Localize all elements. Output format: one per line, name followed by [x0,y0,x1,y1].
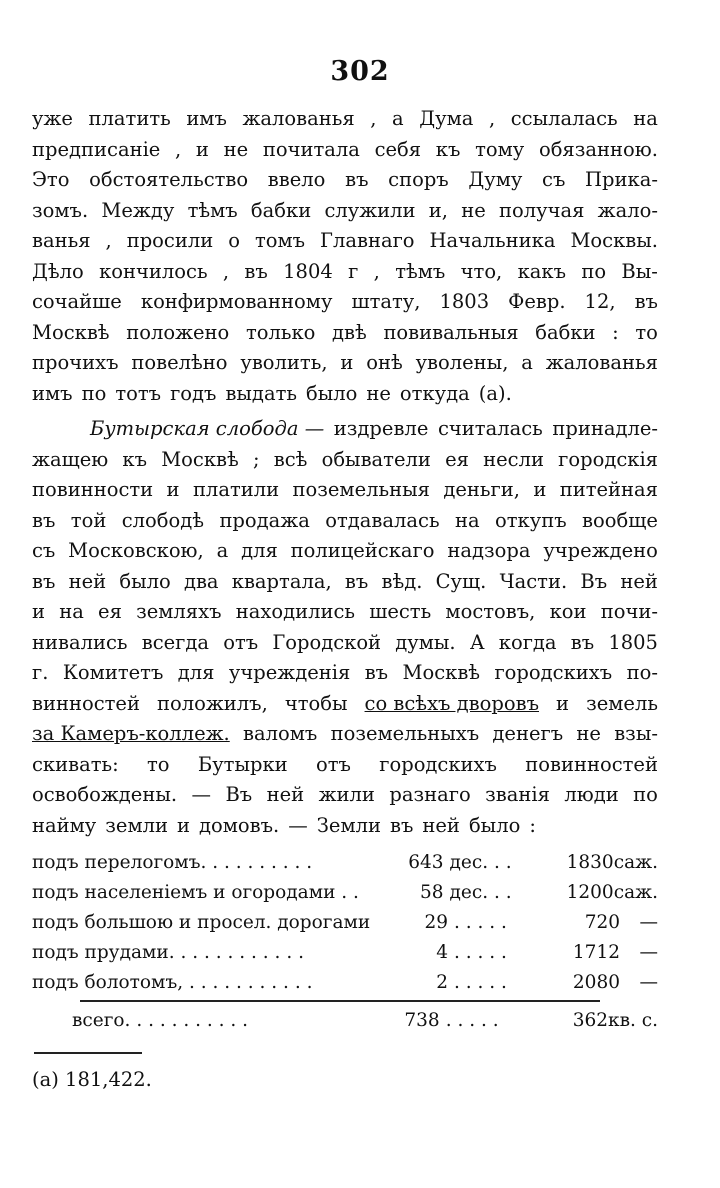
word: и, [428,198,448,222]
word: со всѣхъ дворовъ [364,691,539,715]
cell-value2: 1200 [566,882,614,903]
table-row [32,908,658,938]
cell-label: всего. . . . . . . . . . . [72,1010,249,1031]
word: тому [475,137,525,161]
word: то [147,752,170,776]
word: мостовъ, [445,600,536,623]
word: принадле- [552,417,658,440]
word: для [177,661,215,684]
cell-value1: 2 [436,972,448,993]
word: за Камеръ-коллеж. [32,722,230,745]
text-line [32,628,658,659]
word: штату, [351,290,421,313]
text-line [32,135,658,166]
word: не [576,722,601,745]
word: разнаго [389,783,471,806]
text-line [32,536,658,567]
word: предписаніе [32,137,161,161]
text-line [32,104,658,135]
word: ней [422,813,460,837]
word: почи- [600,600,658,623]
table-row [32,1006,658,1036]
page-number: 302 [330,56,390,87]
text-line [32,226,658,257]
word: ссылалась [510,107,618,130]
word: и [166,478,180,501]
word: Дума [419,107,474,130]
word: слободѣ [121,508,205,532]
word: только [245,320,316,344]
word: по [633,783,658,806]
text-line [32,658,658,689]
word: споръ [388,168,449,191]
table-row [32,968,658,998]
land-table-total [32,1006,658,1036]
text-line [32,287,658,318]
word: (а). [478,381,512,405]
word: чтобы [284,691,348,715]
word: всѣ [273,447,308,471]
word: какъ [517,259,567,283]
footnote-rule [34,1052,142,1054]
word: не [461,198,486,222]
text-line [32,379,658,410]
cell-value1: 4 [436,942,448,963]
word: Части. [499,569,568,593]
word: кончилось [99,259,208,283]
word: жалованья [545,351,658,374]
word: Это [32,168,70,191]
word: къ [435,137,461,161]
word: вѣд. [381,569,423,593]
word: въ [32,508,56,532]
word: — [288,813,308,837]
word: Начальника [429,229,556,252]
word: и [32,600,45,623]
word: , [105,229,112,252]
cell-value1: 738 [404,1010,440,1031]
word: шесть [369,600,432,623]
word: 12, [584,290,616,313]
word: для [241,539,278,562]
word: къ [122,447,148,471]
word: ввело [267,168,326,191]
word: Февр. [508,290,566,313]
cell-unit: саж. [613,882,658,903]
text-line [32,811,658,842]
word: тѣмъ [395,259,446,283]
text-line [32,719,658,750]
text-line [32,348,658,379]
word: винностей [32,691,140,715]
cell-label: подъ населеніемъ и огородами . . [32,882,359,903]
word: въ [345,168,369,191]
word: Между [101,198,175,222]
word: и [556,691,570,715]
cell-value2: 362 [572,1010,609,1031]
word: вообще [582,508,658,532]
word: по [81,381,107,405]
word: ея [445,447,469,471]
word: — [191,783,211,806]
cell-mid: дес. . . [449,852,512,873]
word: повелѣно [131,351,228,374]
word: повинности [32,478,154,501]
word: откуда [399,381,470,405]
word: прочихъ [32,351,119,374]
word: 1805 [608,630,658,654]
word: ней [620,569,658,593]
word: Москвѣ [32,320,110,344]
cell-unit: саж. [613,852,658,873]
word: Главнаго [320,229,415,252]
word: онѣ [366,351,403,374]
word: положилъ, [157,691,268,715]
word: Московскою, [68,539,204,562]
word: городскихъ [494,661,613,684]
word: когда [498,630,557,654]
word: въ [32,569,56,593]
word: въ [364,661,389,684]
word: съ [542,168,566,191]
text-line [32,597,658,628]
cell-unit: — [639,912,658,933]
word: , [370,107,377,130]
word: А [469,630,485,654]
word: откупъ [495,508,567,532]
word: было [119,569,171,593]
word: надзора [447,539,531,562]
word: и [533,478,547,501]
word: ; [252,447,260,471]
word: конфирмованному [140,290,333,313]
word: нивались [32,630,128,654]
word: на [633,107,658,130]
text-line [32,318,658,349]
word: бабки [250,198,312,222]
word: то [635,320,658,344]
word: несли [483,447,544,471]
word: сочайше [32,290,122,313]
table-total-rule [80,1000,600,1002]
word: поземельныя [292,478,430,501]
word: было [305,381,358,405]
word: бабки [535,320,596,344]
word: г [348,259,359,283]
cell-mid: . . . . . [445,1010,499,1031]
word: люди [564,783,619,806]
word: земель [586,691,658,715]
word: жили [318,783,375,806]
word: Москвѣ [161,447,239,471]
word: земляхъ [136,600,222,623]
word: ея [98,600,122,623]
word: что, [460,259,503,283]
word: Бутырки [197,752,288,776]
word: той [70,508,107,532]
word: не [223,137,249,161]
word: и [340,351,354,374]
word: Москвы. [570,229,658,252]
word: обыватели [321,447,431,471]
word: деньги, [443,478,520,501]
word: Комитетъ [62,661,164,684]
word: себя [374,137,422,161]
cell-value2: 1830 [566,852,614,873]
land-table [32,848,658,998]
text-line [32,780,658,811]
word: получая [499,198,585,222]
word: Городской [272,630,382,654]
cell-value2: 1712 [572,942,620,963]
word: 1803 [439,290,490,313]
word: домовъ. [199,813,280,837]
cell-label: подъ перелогомъ. . . . . . . . . . [32,852,313,873]
word: платить [88,107,171,130]
cell-label: подъ прудами. . . . . . . . . . . . [32,942,304,963]
cell-unit: — [639,972,658,993]
word: отъ [223,630,259,654]
word: полицейскаго [290,539,435,562]
text-line [32,506,658,537]
word: учреждено [543,539,658,562]
word: въ [570,630,595,654]
word: повинностей [525,752,658,776]
text-line [32,475,658,506]
word: , [175,137,182,161]
word: издревле [333,417,429,440]
word: отдавалась [325,508,440,532]
paragraph-2 [32,414,658,841]
word: было [468,813,521,837]
word: Бутырская слобода — [90,417,325,440]
word: учрежденія [228,661,351,684]
word: просили [126,229,214,252]
footnote: (а) 181,422. [32,1068,152,1091]
word: Дѣло [32,259,84,283]
word: : [612,320,619,344]
word: зомъ. [32,198,89,222]
word: годъ [170,381,217,405]
word: думы. [395,630,456,654]
word: городскія [558,447,658,471]
word: а [216,539,229,562]
word: находились [235,600,356,623]
text-line [32,445,658,476]
word: двѣ [332,320,367,344]
word: , [373,259,380,283]
word: почитала [262,137,360,161]
word: въ [344,569,369,593]
word: Земли [316,813,381,837]
word: валомъ [243,722,318,745]
word: не [366,381,391,405]
cell-mid: дес. . . [449,882,512,903]
word: по [581,259,607,283]
word: земли [105,813,168,837]
word: званія [485,783,550,806]
cell-value1: 58 [419,882,444,903]
table-row [32,878,658,908]
word: кои [549,600,587,623]
word: и [177,813,190,837]
word: положено [126,320,230,344]
word: уволены, [415,351,509,374]
word: , [488,107,496,130]
word: жало- [597,198,658,222]
cell-value1: 29 [424,912,448,933]
word: денегъ [492,722,564,745]
cell-unit: — [639,942,658,963]
word: отъ [315,752,351,776]
word: платили [192,478,280,501]
word: Вы- [621,259,658,283]
word: поземельныхъ [330,722,480,745]
text-line [32,165,658,196]
word: тѣмъ [187,198,238,222]
word: служили [324,198,416,222]
word: найму [32,813,97,837]
word: ванья [32,229,91,252]
text-line [32,750,658,781]
word: жащею [32,447,109,471]
word: и [195,137,209,161]
word: тотъ [115,381,162,405]
cell-mid: . . . . . [454,972,507,993]
word: обстоятельство [89,168,249,191]
word: по- [626,661,658,684]
text-line [32,414,658,445]
word: г. [32,661,49,684]
cell-label: подъ большою и просел. дорогами [32,912,371,933]
word: обязанною. [538,137,658,161]
cell-mid: . . . . . [454,912,507,933]
word: о [228,229,240,252]
word: взы- [614,722,658,745]
word: Москвѣ [402,661,481,684]
table-row [32,848,658,878]
text-line [32,196,658,227]
word: уже [32,107,73,130]
word: а [392,107,404,130]
word: на [59,600,84,623]
word: имъ [32,381,73,405]
word: всегда [141,630,210,654]
word: въ [390,813,414,837]
text-line [32,567,658,598]
word: освобождены. [32,783,178,806]
cell-unit: кв. с. [608,1010,658,1031]
word: городскихъ [379,752,497,776]
word: продажа [219,508,310,532]
text-line [32,257,658,288]
word: а [521,351,533,374]
cell-mid: . . . . . [454,942,507,963]
word: Думу [468,168,523,191]
table-row [32,938,658,968]
word: въ [634,290,658,313]
word: выдать [225,381,297,405]
word: ней [68,569,107,593]
word: , [222,259,230,283]
word: считалась [437,417,543,440]
word: 1804 [283,259,333,283]
word: уволить, [240,351,328,374]
cell-label: подъ болотомъ, . . . . . . . . . . . [32,972,313,993]
word: Сущ. [435,569,487,593]
word: квартала, [231,569,332,593]
word: два [183,569,219,593]
word: въ [244,259,268,283]
paragraph-1 [32,104,658,409]
cell-value2: 2080 [572,972,620,993]
word: повивальныя [383,320,519,344]
word: Въ [225,783,253,806]
cell-value1: 643 [408,852,444,873]
word: жалованья [242,107,355,130]
word: Въ [580,569,608,593]
text-line [32,689,658,720]
word: томъ [254,229,306,252]
word: ней [266,783,305,806]
word: : [529,813,536,837]
word: имъ [186,107,227,130]
word: на [455,508,480,532]
word: скивать: [32,752,119,776]
word: съ [32,539,56,562]
word: Прика- [585,168,658,191]
word: питейная [559,478,658,501]
cell-value2: 720 [584,912,620,933]
